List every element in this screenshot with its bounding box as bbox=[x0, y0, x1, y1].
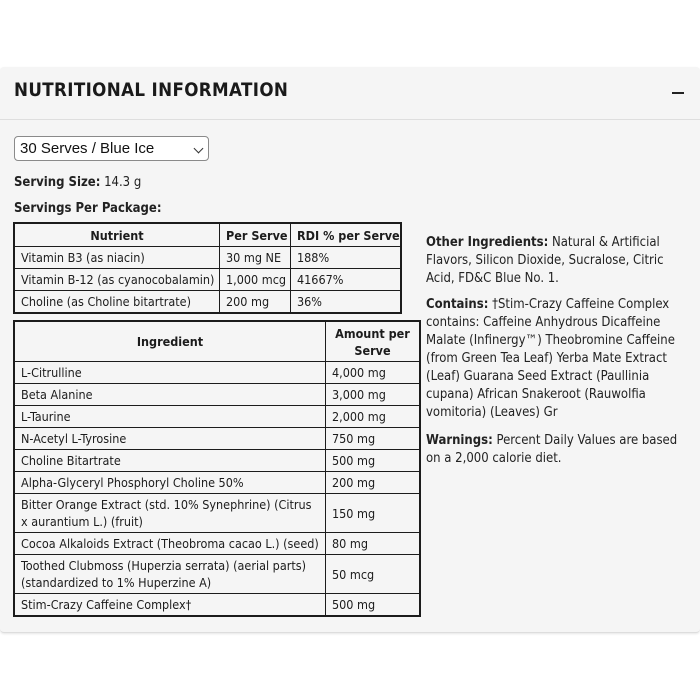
other-ingredients-text: Natural & Artificial Flavors, Silicon Dioxide, Sucralose, Citric Acid, FD&C Blue No. 1. bbox=[426, 235, 664, 286]
table-row bbox=[15, 247, 401, 269]
ingredient-cell: L-Citrulline bbox=[15, 362, 326, 384]
nutrient-table bbox=[14, 223, 401, 313]
nutrient-cell: Vitamin B-12 (as cyanocobalamin) bbox=[15, 269, 220, 291]
other-ingredients bbox=[426, 234, 688, 288]
accordion-header[interactable] bbox=[0, 67, 700, 120]
ingredient-cell: N-Acetyl L-Tyrosine bbox=[15, 428, 326, 450]
chevron-down-icon bbox=[194, 144, 204, 154]
variant-select[interactable] bbox=[14, 136, 209, 161]
amount-header-cell: Amount per Serve bbox=[326, 322, 420, 362]
table-row bbox=[15, 428, 420, 450]
table-row bbox=[15, 384, 420, 406]
ingredient-cell: Choline Bitartrate bbox=[15, 450, 326, 472]
ingredient-cell: Beta Alanine bbox=[15, 384, 326, 406]
table-row bbox=[15, 291, 401, 313]
ingredient-cell: Bitter Orange Extract (std. 10% Synephrine) (Citrus x aurantium L.) (fruit) bbox=[15, 494, 326, 533]
ingredient-table bbox=[14, 321, 420, 616]
serving-size-label: Serving Size: bbox=[14, 175, 101, 190]
table-row bbox=[15, 494, 420, 533]
ingredient-cell: Alpha-Glyceryl Phosphoryl Choline 50% bbox=[15, 472, 326, 494]
nutrient-cell: Choline (as Choline bitartrate) bbox=[15, 291, 220, 313]
warnings-label: Warnings: bbox=[426, 433, 493, 448]
minus-icon bbox=[672, 92, 684, 94]
per-serve-cell: 200 mg bbox=[220, 291, 291, 313]
ingredient-header-cell: Ingredient bbox=[15, 322, 326, 362]
amount-cell: 3,000 mg bbox=[326, 384, 420, 406]
amount-cell: 150 mg bbox=[326, 494, 420, 533]
rdi-cell: 41667% bbox=[291, 269, 401, 291]
ingredient-cell: Toothed Clubmoss (Huperzia serrata) (aerial parts) (standardized to 1% Huperzine A) bbox=[15, 555, 326, 594]
other-ingredients-label: Other Ingredients: bbox=[426, 235, 549, 250]
amount-cell: 4,000 mg bbox=[326, 362, 420, 384]
amount-cell: 200 mg bbox=[326, 472, 420, 494]
amount-cell: 50 mcg bbox=[326, 555, 420, 594]
amount-cell: 750 mg bbox=[326, 428, 420, 450]
nutrient-cell: Vitamin B3 (as niacin) bbox=[15, 247, 220, 269]
panel-title: NUTRITIONAL INFORMATION bbox=[14, 79, 289, 101]
table-row bbox=[15, 533, 420, 555]
amount-cell: 80 mg bbox=[326, 533, 420, 555]
warnings-text: Percent Daily Values are based on a 2,000 calorie diet. bbox=[426, 433, 678, 466]
servings-per-package-label: Servings Per Package: bbox=[14, 201, 162, 216]
per-serve-cell: 1,000 mcg bbox=[220, 269, 291, 291]
table-row bbox=[15, 269, 401, 291]
per-serve-header-cell: Per Serve bbox=[220, 224, 291, 247]
rdi-cell: 36% bbox=[291, 291, 401, 313]
nutrition-accordion-panel bbox=[0, 67, 700, 633]
contains-text: †Stim-Crazy Caffeine Complex contains: Caffeine Anhydrous Dicaffeine Malate (Infinergy™) Theobromine Caffeine (from Green Tea Leaf) Yerba Mate Extract (Leaf) Guarana Seed Extract (Paullinia cupana) African Snakeroot (Rauwolfia vomitoria) (Leaves) Gr bbox=[426, 297, 675, 420]
amount-cell: 2,000 mg bbox=[326, 406, 420, 428]
table-row bbox=[15, 450, 420, 472]
table-row bbox=[15, 406, 420, 428]
nutrient-table-header bbox=[15, 224, 401, 247]
per-serve-cell: 30 mg NE bbox=[220, 247, 291, 269]
amount-cell: 500 mg bbox=[326, 594, 420, 616]
ingredient-cell: Cocoa Alkaloids Extract (Theobroma cacao L.) (seed) bbox=[15, 533, 326, 555]
ingredient-table-header bbox=[15, 322, 420, 362]
contains bbox=[426, 296, 688, 422]
ingredient-cell: Stim-Crazy Caffeine Complex† bbox=[15, 594, 326, 616]
table-row bbox=[15, 555, 420, 594]
table-row bbox=[15, 362, 420, 384]
table-row bbox=[15, 594, 420, 616]
ingredient-cell: L-Taurine bbox=[15, 406, 326, 428]
serving-size-value: 14.3 g bbox=[104, 175, 142, 190]
variant-select-value: 30 Serves / Blue Ice bbox=[20, 140, 155, 157]
collapse-button[interactable] bbox=[670, 83, 686, 103]
amount-cell: 500 mg bbox=[326, 450, 420, 472]
servings-per-package bbox=[14, 201, 162, 216]
table-row bbox=[15, 472, 420, 494]
rdi-cell: 188% bbox=[291, 247, 401, 269]
contains-label: Contains: bbox=[426, 297, 489, 312]
warnings bbox=[426, 432, 688, 468]
nutrient-header-cell: Nutrient bbox=[15, 224, 220, 247]
serving-size bbox=[14, 175, 141, 190]
rdi-header-cell: RDI % per Serve bbox=[291, 224, 401, 247]
